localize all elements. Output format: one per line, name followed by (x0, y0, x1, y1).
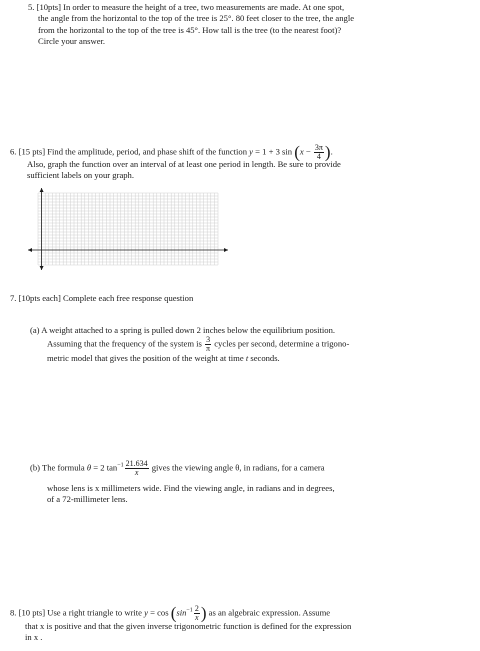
q8-text: as an algebraic expression. Assume (206, 607, 331, 618)
fraction-denominator: x (134, 468, 139, 477)
question-6 (10, 144, 470, 182)
q5-line: 5. [10pts] In order to measure the height of a tree, two measurements are made. At one spot, (28, 2, 345, 12)
q7a-text: seconds. (248, 353, 280, 364)
y-axis-arrow-down-icon (40, 266, 44, 270)
q7a-text: cycles per second, determine a trigono- (212, 338, 350, 349)
q7a-line-2 (30, 336, 470, 353)
q7a-line-1: (a) A weight attached to a spring is pulled down 2 inches below the equilibrium position. (30, 325, 336, 335)
q7a-t: t (245, 353, 249, 364)
q8-text: 8. [10 pts] Use a right triangle to write (10, 607, 145, 618)
y-axis-arrow-up-icon (40, 188, 44, 192)
q8-sin: sin (176, 607, 187, 618)
q6-minus: − (303, 146, 313, 157)
right-paren: ) (200, 603, 207, 623)
q7a-text: Assuming that the frequency of the system is (47, 338, 205, 349)
q6-line-3: sufficient labels on your graph. (27, 170, 134, 181)
fraction-denominator: x (195, 613, 199, 622)
q7b-line-1 (30, 460, 470, 477)
left-paren: ( (294, 142, 300, 162)
q7b-exponent: −1 (117, 462, 124, 469)
fraction-denominator: 4 (316, 152, 321, 161)
x-axis-arrow-right-icon (224, 248, 228, 252)
fraction-numerator: 3 (206, 335, 211, 345)
q8-y: y (144, 607, 148, 618)
q5-line: the angle from the horizontal to the top of the tree is 25°. 80 feet closer to the tree, the angle (38, 13, 355, 24)
q8-eq: = cos (147, 607, 171, 618)
q6-y: y (249, 146, 253, 157)
q6-eq: = 1 + 3 sin (252, 146, 295, 157)
x-axis-arrow-left-icon (28, 248, 32, 252)
q8-line-3: in x . (25, 632, 43, 643)
q7-header: 7. [10pts each] Complete each free response question (10, 293, 194, 303)
q7b-text: gives the viewing angle θ, in radians, for a camera (149, 462, 325, 473)
fraction-numerator: 21.634 (125, 459, 148, 468)
right-paren: ) (324, 142, 331, 162)
question-8 (10, 605, 472, 644)
q7a-line-3 (30, 353, 470, 364)
fraction-numerator: 3π (314, 143, 323, 152)
q8-line-2: that x is positive and that the given inverse trigonometric function is defined for the expression (25, 621, 352, 631)
q7b-line-3: of a 72-millimeter lens. (47, 494, 128, 505)
q6-line-2: Also, graph the function over an interval of at least one period in length. Be sure to provide (27, 159, 341, 169)
q7b-fraction (125, 460, 149, 477)
q6-text: 6. [15 pts] Find the amplitude, period, and phase shift of the function (10, 146, 250, 157)
q8-exponent: −1 (186, 607, 193, 614)
graph-grid[interactable] (28, 187, 228, 271)
q6-x: x (299, 146, 304, 157)
q8-line-1 (10, 605, 472, 622)
q5-line: Circle your answer. (38, 36, 106, 47)
left-paren: ( (170, 603, 177, 623)
fraction-numerator: 2 (194, 604, 199, 613)
q8-fraction (194, 605, 200, 622)
q7b-eq: = 2 tan (91, 462, 118, 473)
q6-period: . (330, 146, 333, 157)
q7a-text: metric model that gives the position of the weight at time (47, 353, 246, 364)
q5-line: from the horizontal to the top of the tree is 45°. How tall is the tree (to the nearest foot)? (38, 24, 342, 35)
q7b-text: (b) The formula (30, 462, 87, 473)
question-7-header (10, 293, 193, 304)
fraction-denominator: π (206, 344, 211, 354)
q7b-line-2: whose lens is x millimeters wide. Find the viewing angle, in radians and in degrees, (47, 483, 335, 493)
q7b-theta: θ (86, 462, 92, 473)
question-5 (28, 2, 468, 48)
question-7a (30, 325, 470, 365)
q7a-fraction (205, 336, 211, 353)
question-7b (30, 460, 470, 506)
